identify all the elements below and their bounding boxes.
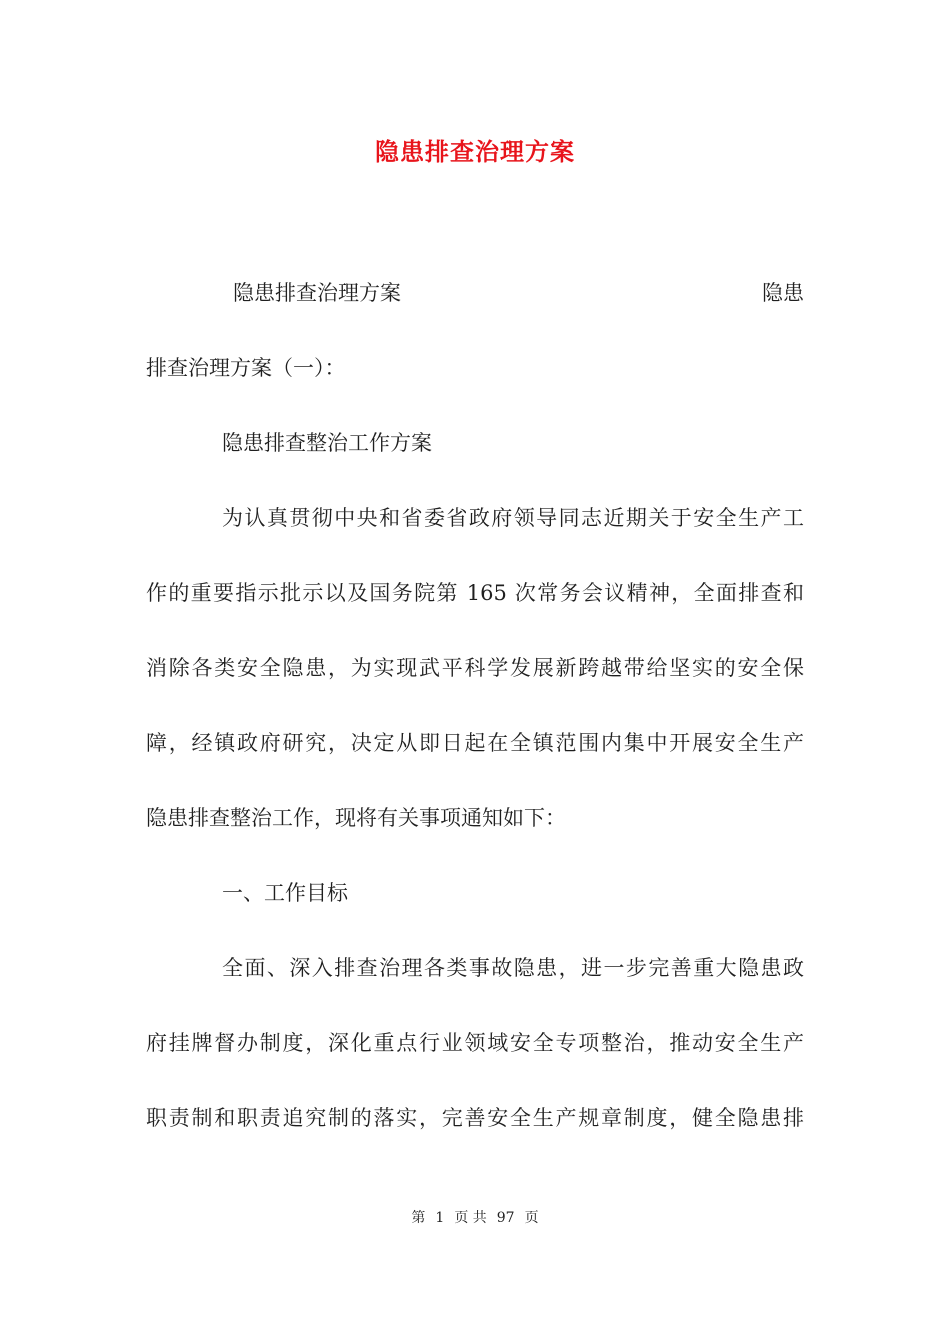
paragraph-2-line-3: 职责制和职责追究制的落实，完善安全生产规章制度，健全隐患排 [146, 1106, 804, 1130]
footer-suffix: 页 [524, 1210, 539, 1226]
paragraph-2-line-1: 全面、深入排查治理各类事故隐患，进一步完善重大隐患政 [222, 956, 804, 980]
subsection-heading: 一、工作目标 [222, 881, 348, 905]
paragraph-1-line-1: 为认真贯彻中央和省委省政府领导同志近期关于安全生产工 [222, 506, 804, 530]
paragraph-2-line-2: 府挂牌督办制度，深化重点行业领域安全专项整治，推动安全生产 [146, 1031, 804, 1055]
paragraph-1-line-4: 障，经镇政府研究，决定从即日起在全镇范围内集中开展安全生产 [146, 731, 804, 755]
section-heading: 隐患排查整治工作方案 [222, 431, 432, 455]
footer-middle: 页 共 [454, 1210, 487, 1226]
line-2: 排查治理方案（一）： [146, 356, 346, 380]
line-1-left: 隐患排查治理方案 [233, 281, 401, 305]
footer-page-number: 1 [435, 1210, 445, 1226]
document-title: 隐患排查治理方案 [375, 137, 575, 166]
paragraph-1-line-2: 作的重要指示批示以及国务院第 165 次常务会议精神，全面排查和 [146, 581, 804, 605]
footer-prefix: 第 [411, 1210, 426, 1226]
page-footer [0, 1208, 950, 1228]
line-1-right: 隐患 [762, 281, 804, 305]
paragraph-1-line-5: 隐患排查整治工作，现将有关事项通知如下： [146, 806, 566, 830]
paragraph-1-line-3: 消除各类安全隐患，为实现武平科学发展新跨越带给坚实的安全保 [146, 656, 804, 680]
footer-total-pages: 97 [496, 1210, 515, 1226]
